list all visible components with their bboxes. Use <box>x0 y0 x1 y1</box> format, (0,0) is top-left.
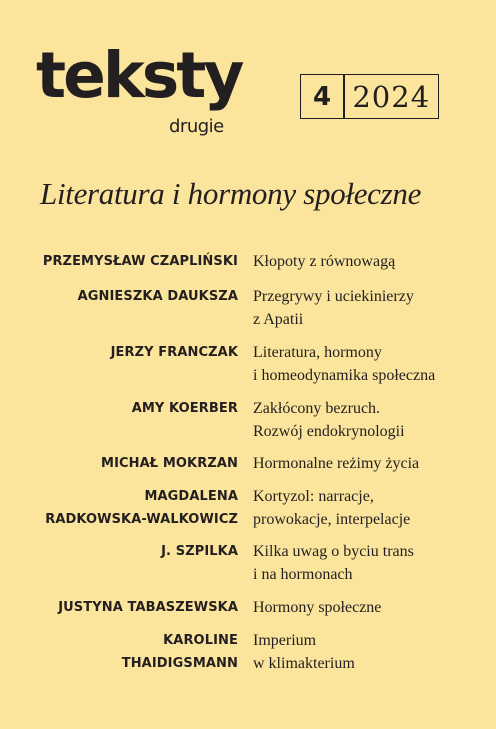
toc-article-title: Literatura, hormony i homeodynamika społeczna <box>253 344 436 384</box>
journal-logo: teksty <box>36 39 242 112</box>
toc-author: JERZY FRANCZAK <box>110 345 238 360</box>
toc-author: MAGDALENA RADKOWSKA-WALKOWICZ <box>45 489 238 527</box>
toc-author: AGNIESZKA DAUKSZA <box>77 289 238 304</box>
toc-article-title: Zakłócony bezruch. Rozwój endokrynologii <box>253 400 405 440</box>
toc-author: J. SZPILKA <box>161 544 238 559</box>
issue-number: 4 <box>312 81 332 112</box>
issue-year: 2024 <box>352 79 431 114</box>
toc-article-title: Kortyzol: narracje, prowokacje, interpelacje <box>253 488 411 528</box>
journal-logo-subtitle: drugie <box>169 116 224 137</box>
toc-author: MICHAŁ MOKRZAN <box>101 456 238 471</box>
toc-author: KAROLINE THAIDIGSMANN <box>121 633 238 671</box>
toc-author: PRZEMYSŁAW CZAPLIŃSKI <box>42 254 238 269</box>
toc-author: AMY KOERBER <box>131 401 238 416</box>
issue-title: Literatura i hormony społeczne <box>40 176 422 211</box>
toc-author: JUSTYNA TABASZEWSKA <box>58 600 238 615</box>
toc-article-title: Kłopoty z równowagą <box>253 253 396 270</box>
toc-article-title: Kilka uwag o byciu trans i na hormonach <box>253 543 414 583</box>
toc-article-title: Hormonalne reżimy życia <box>253 455 420 472</box>
toc-article-title: Imperium w klimakterium <box>253 632 355 672</box>
toc-article-title: Przegrywy i uciekinierzy z Apatii <box>253 288 414 328</box>
issue-box <box>300 74 439 119</box>
toc-article-title: Hormony społeczne <box>253 599 382 616</box>
